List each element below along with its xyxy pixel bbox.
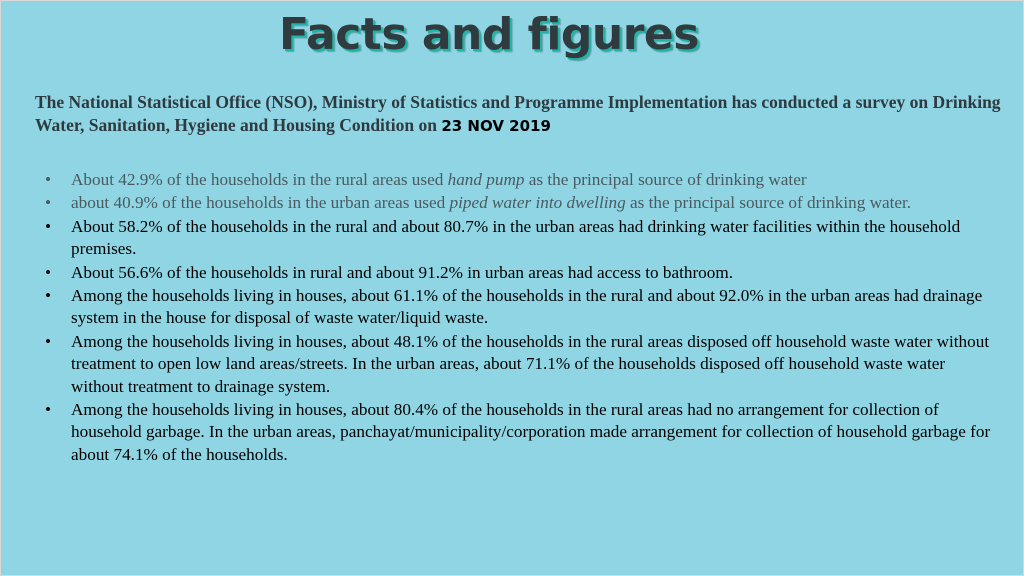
bullet-icon: •: [45, 216, 52, 236]
bullet-icon: •: [45, 262, 52, 282]
survey-date: 23 NOV 2019: [441, 117, 551, 135]
intro-text: The National Statistical Office (NSO), Ministry of Statistics and Programme Implementation has conducted a survey on Drinking Water, Sanitation, Hygiene and Housing Condition on: [35, 92, 1001, 135]
list-item: • About 56.6% of the households in rural and about 91.2% in urban areas had access to bathroom.: [45, 262, 995, 284]
bullet-icon: •: [45, 170, 52, 189]
list-item: • Among the households living in houses, about 61.1% of the households in the rural and about 92.0% in the urban areas had drainage system in the house for disposal of waste water/liquid waste.: [45, 286, 983, 328]
emphasis: hand pump: [447, 170, 525, 189]
intro-paragraph: [35, 91, 1005, 138]
list-item: • about 40.9% of the households in the urban areas used piped water into dwelling as the principal source of drinking water.: [45, 192, 995, 214]
bullet-icon: •: [45, 400, 52, 420]
bullet-icon: •: [45, 286, 52, 306]
list-item: • About 58.2% of the households in the rural and about 80.7% in the urban areas had drinking water facilities within the household premises.: [45, 216, 961, 259]
list-item: • About 42.9% of the households in the rural areas used hand pump as the principal source of drinking water: [45, 169, 995, 191]
bullet-icon: •: [45, 331, 52, 351]
list-item: • Among the households living in houses, about 80.4% of the households in the rural areas had no arrangement for collection of household garbage. In the urban areas, panchayat/municipality/corporation made arrangement for collection of household garbage for about 74.1% of the households.: [45, 400, 991, 464]
emphasis: piped water into dwelling: [449, 193, 626, 213]
bullet-icon: •: [45, 193, 52, 213]
slide-title: Facts and figures: [279, 9, 699, 60]
facts-list: [45, 169, 995, 467]
list-item: • Among the households living in houses, about 48.1% of the households in the rural areas disposed off household waste water without treatment to open low land areas/streets. In the urban areas, about 71.1% of the households disposed off household waste water without treatment to drainage system.: [45, 331, 990, 396]
